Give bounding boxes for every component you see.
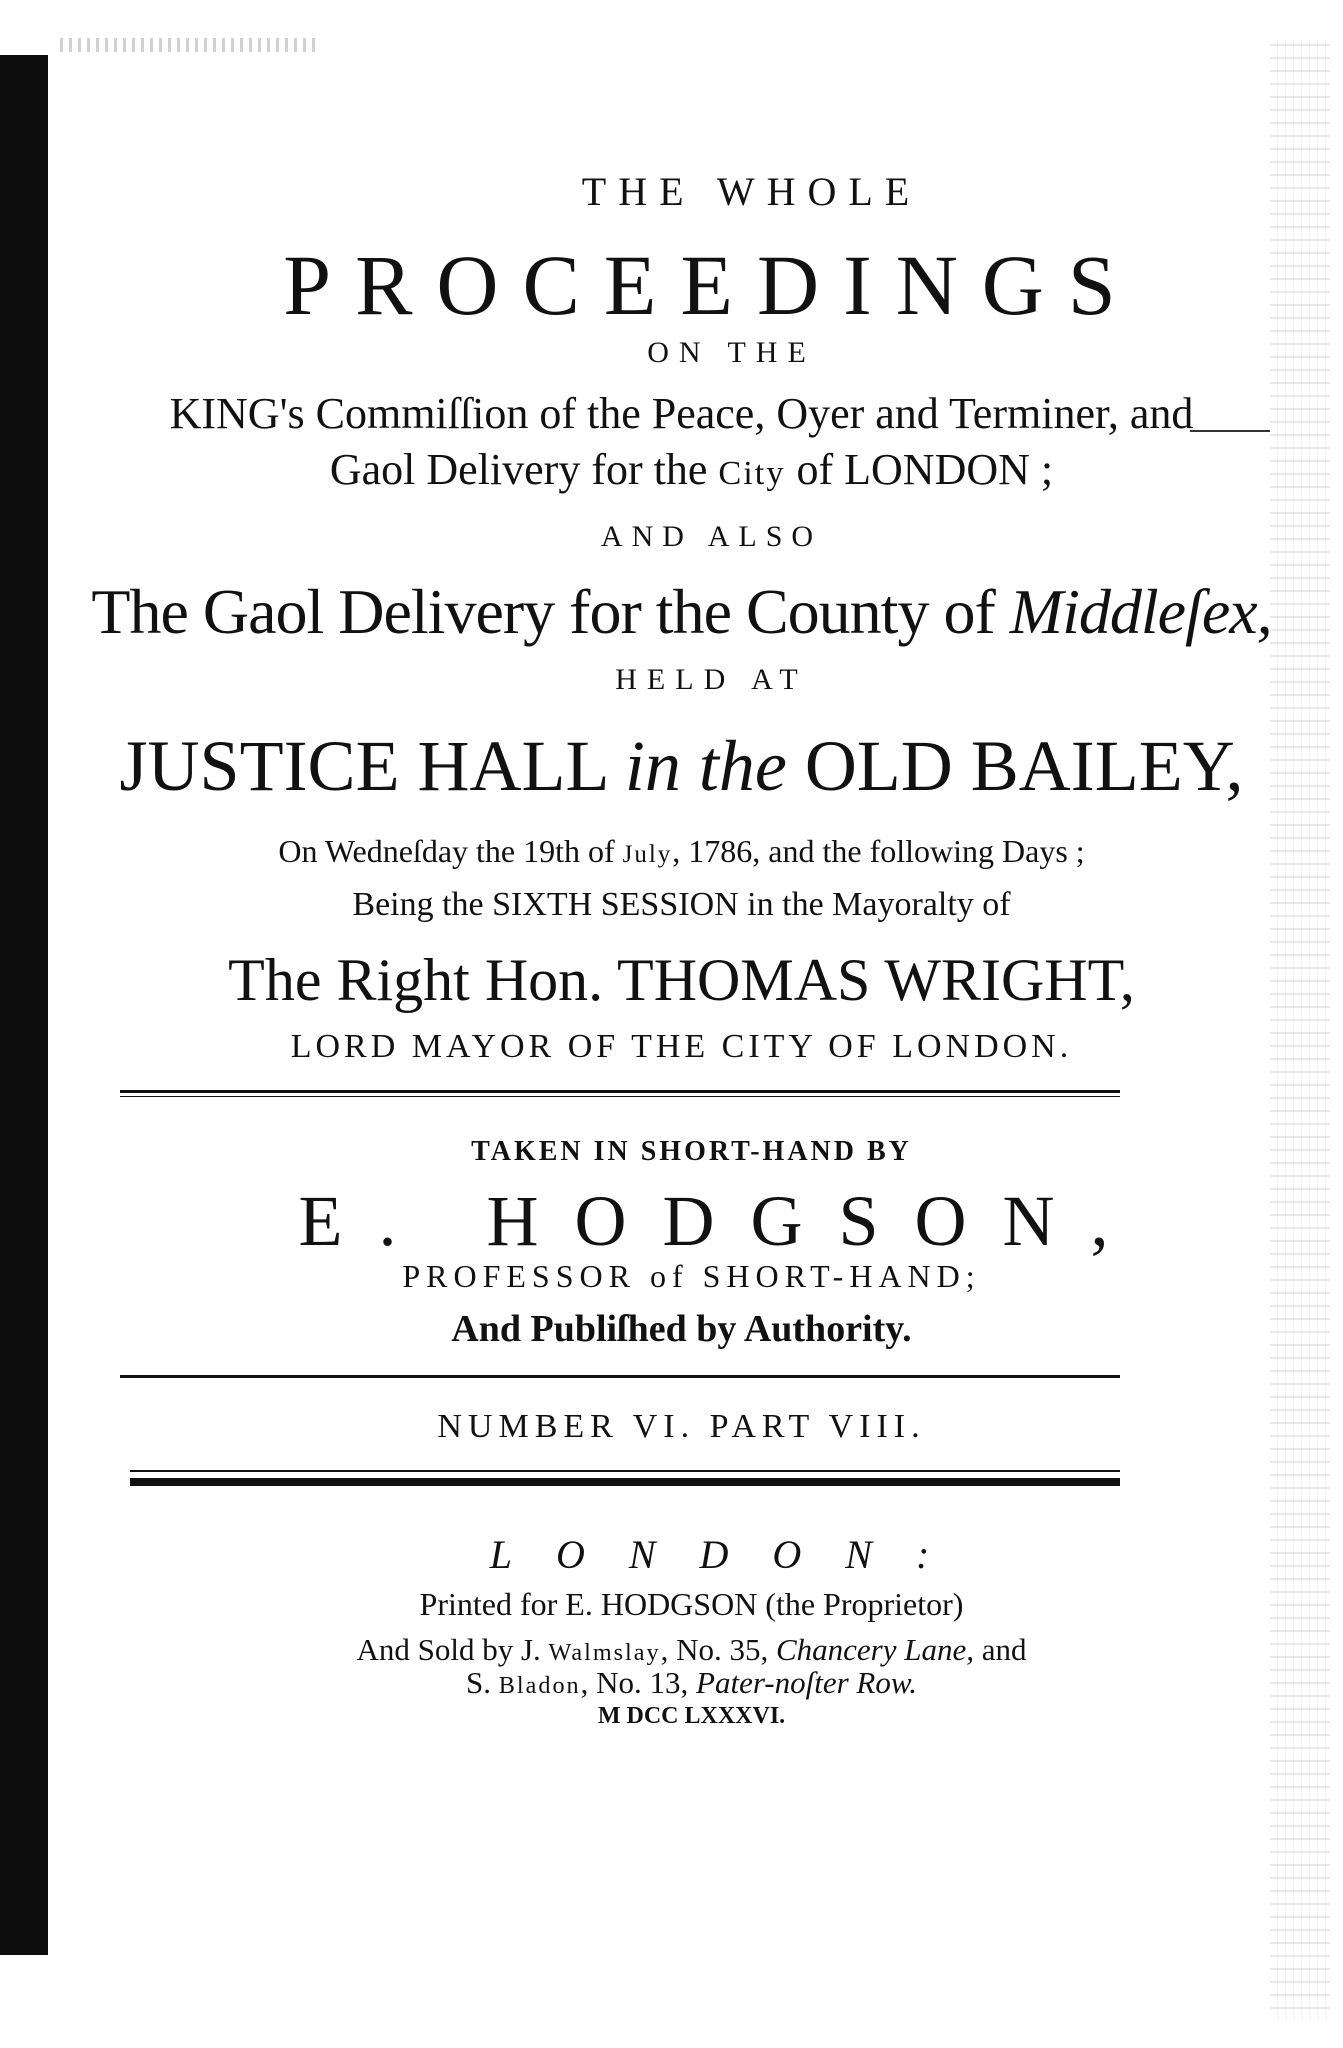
heading-held-at: HELD AT bbox=[615, 663, 808, 696]
number-part-line: NUMBER VI. PART VIII. bbox=[437, 1408, 926, 1445]
reporter-name: E. HODGSON, bbox=[298, 1181, 1145, 1261]
date-line bbox=[0, 835, 1343, 868]
sold-line-1-end: and bbox=[974, 1632, 1027, 1667]
session-line: Being the SIXTH SESSION in the Mayoralty of bbox=[352, 886, 1011, 923]
sold-line-2-mid: , No. 13, bbox=[580, 1665, 697, 1700]
heading-proceedings: PROCEEDINGS bbox=[283, 237, 1140, 333]
imprint-sold-line-2 bbox=[0, 1667, 1343, 1698]
heading-and-also: AND ALSO bbox=[600, 520, 823, 553]
justice-hall-end: OLD BAILEY, bbox=[786, 726, 1244, 806]
heading-on-the: ON THE bbox=[647, 336, 816, 369]
imprint-year: M DCC LXXXVI. bbox=[597, 1703, 786, 1729]
sold-line-1-start: And Sold by J. bbox=[356, 1632, 549, 1667]
sold-line-1-name: Walmslay bbox=[548, 1639, 661, 1666]
mayor-name: The Right Hon. THOMAS WRIGHT, bbox=[228, 947, 1135, 1013]
professor-line: PROFESSOR of SHORT-HAND; bbox=[402, 1258, 981, 1294]
divider-rule-3-thick bbox=[130, 1478, 1120, 1486]
justice-hall-line bbox=[0, 726, 1343, 806]
sold-line-1-mid: , No. 35, bbox=[660, 1632, 776, 1667]
commission-line-2 bbox=[0, 445, 1343, 494]
date-month: July bbox=[622, 841, 673, 868]
gaol-delivery-start: The Gaol Delivery for the County of bbox=[91, 576, 1010, 647]
sold-line-1-street: Chancery Lane, bbox=[775, 1632, 975, 1667]
middlesex-word: Middleſex, bbox=[1009, 576, 1272, 647]
divider-rule bbox=[120, 1090, 1120, 1093]
imprint-printed-for: Printed for E. HODGSON (the Proprietor) bbox=[419, 1586, 964, 1622]
commission-line-1: KING's Commiſſion of the Peace, Oyer and Terminer, and bbox=[169, 389, 1194, 438]
divider-rule-2 bbox=[120, 1375, 1120, 1378]
taken-by-line: TAKEN IN SHORT-HAND BY bbox=[471, 1136, 912, 1167]
published-line: And Publiſhed by Authority. bbox=[451, 1308, 912, 1350]
imprint-place: LONDON: bbox=[489, 1532, 974, 1577]
sold-line-2-name: Bladon bbox=[498, 1672, 581, 1699]
heading-the-whole: THE WHOLE bbox=[581, 169, 922, 214]
scan-smudge bbox=[60, 38, 320, 52]
mayor-title: LORD MAYOR OF THE CITY OF LONDON. bbox=[290, 1028, 1073, 1065]
justice-hall-in-the: in the bbox=[624, 726, 787, 806]
divider-rule-thin bbox=[120, 1096, 1120, 1097]
justice-hall-start: JUSTICE HALL bbox=[119, 726, 625, 806]
imprint-sold-line-1 bbox=[0, 1634, 1343, 1665]
divider-rule-3-thin bbox=[130, 1470, 1120, 1472]
commission-line-2-end: of LONDON ; bbox=[785, 445, 1054, 494]
commission-city: City bbox=[718, 454, 786, 492]
sold-line-2-street: Pater-noſter Row. bbox=[696, 1665, 917, 1700]
gaol-delivery-line bbox=[0, 576, 1343, 647]
date-line-start: On Wedneſday the 19th of bbox=[278, 833, 623, 869]
commission-line-2-start: Gaol Delivery for the bbox=[329, 445, 719, 494]
date-line-end: , 1786, and the following Days ; bbox=[672, 833, 1085, 869]
sold-line-2-start: S. bbox=[466, 1665, 499, 1700]
